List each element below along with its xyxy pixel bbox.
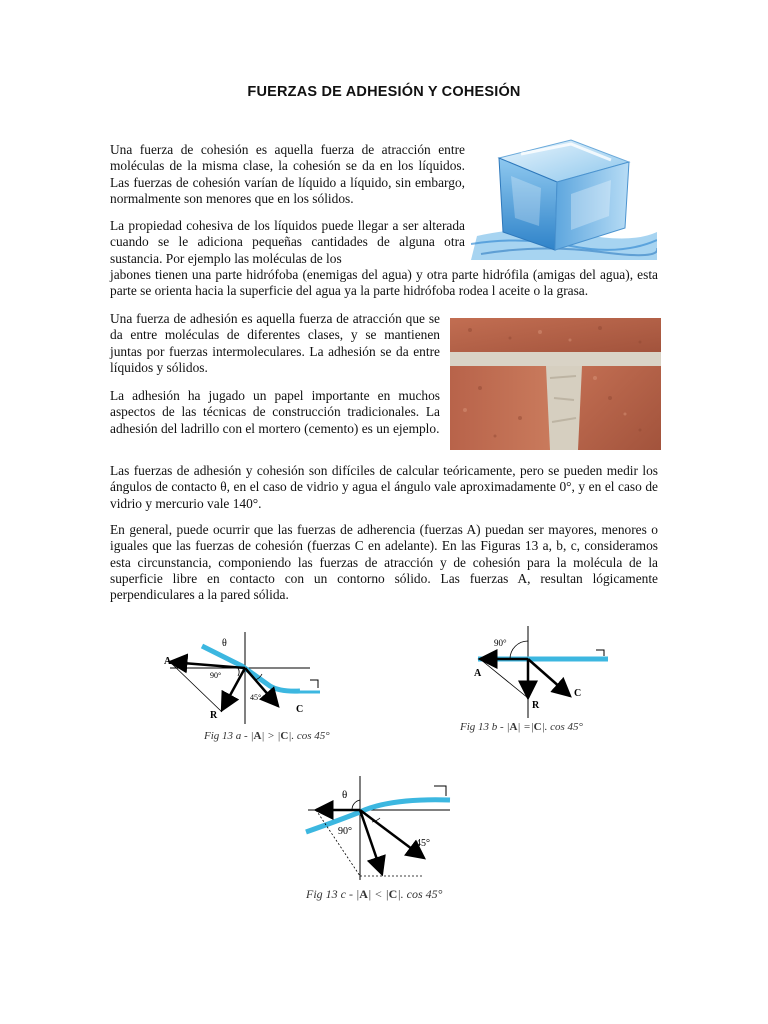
figure-13c-caption: Fig 13 c - |A| < |C|. cos 45° (306, 887, 443, 901)
fig-c-label-45: 45° (416, 838, 430, 849)
page-title: FUERZAS DE ADHESIÓN Y COHESIÓN (247, 84, 521, 100)
paragraph-contact-angle: Las fuerzas de adhesión y cohesión son difíciles de calcular teóricamente, pero se pueden medir los ángulos de contacto θ, en el caso de vidrio y agua el ángulo vale aproximadamente 0°, y en el caso de vidrio y mercurio vale 140°. (110, 463, 658, 511)
paragraph-cohesion-definition: Una fuerza de cohesión es aquella fuerza de atracción entre moléculas de la misma clase, la cohesión se da en los líquidos. Las fuerzas de cohesión varían de líquido a líquido, sin embargo, normalmente son menores que en los sólidos. (110, 142, 465, 206)
figure-13a-caption: Fig 13 a - |A| > |C|. cos 45° (204, 730, 330, 742)
paragraph-adhesion-definition: Una fuerza de adhesión es aquella fuerza de atracción que se da entre moléculas de diferentes clases, y se mantienen juntas por fuerzas intermoleculares. La adhesión se da entre líquidos y sólidos. (110, 311, 440, 375)
brick-wall-image (450, 318, 661, 450)
fig-c-label-theta: θ (342, 789, 348, 801)
paragraph-cohesion-property: La propiedad cohesiva de los líquidos puede llegar a ser alterada cuando se le adiciona pequeñas cantidades de alguna otra sustancia. Por ejemplo las moléculas de los (110, 218, 465, 266)
figure-13b-caption: Fig 13 b - |A| =|C|. cos 45° (460, 721, 583, 733)
fig-a-label-C: C (296, 704, 304, 715)
fig-a-label-A: A (164, 656, 172, 667)
fig-b-label-90: 90° (494, 638, 507, 648)
figure-13c-diagram (300, 776, 470, 880)
fig-a-label-R: R (210, 710, 218, 721)
paragraph-forces: En general, puede ocurrir que las fuerzas de adherencia (fuerzas A) puedan ser mayores, menores o iguales que las fuerzas de cohesión (fuerzas C en adelante). En las Figuras 13 a, b, c, consideramos esta circunstancia, componiendo las fuerzas de atracción y de cohesión para la molécula de la superficie libre en contacto con un contorno sólido. Las fuerzas A, resultan lógicamente perpendiculares a la pared sólida. (110, 522, 658, 603)
ice-cube-image (471, 136, 657, 260)
fig-a-label-45: 45° (250, 693, 262, 702)
figure-13a-diagram (150, 628, 330, 724)
fig-c-label-90: 90° (338, 826, 352, 837)
fig-b-label-R: R (532, 700, 540, 711)
fig-b-label-A: A (474, 668, 482, 679)
figure-13b-diagram (468, 626, 618, 718)
fig-b-label-C: C (574, 688, 582, 699)
paragraph-adhesion-construction: La adhesión ha jugado un papel importante en muchos aspectos de las técnicas de construcción tradicionales. La adhesión del ladrillo con el mortero (cemento) es un ejemplo. (110, 388, 440, 436)
fig-a-label-90: 90° (210, 671, 222, 680)
paragraph-soap: jabones tienen una parte hidrófoba (enemigas del agua) y otra parte hidrófila (amigas del agua), esta parte se orienta hacia la superficie del agua ya la parte hidrófoba rodea l aceite o la grasa. (110, 267, 658, 299)
fig-a-label-theta: θ (222, 638, 227, 649)
